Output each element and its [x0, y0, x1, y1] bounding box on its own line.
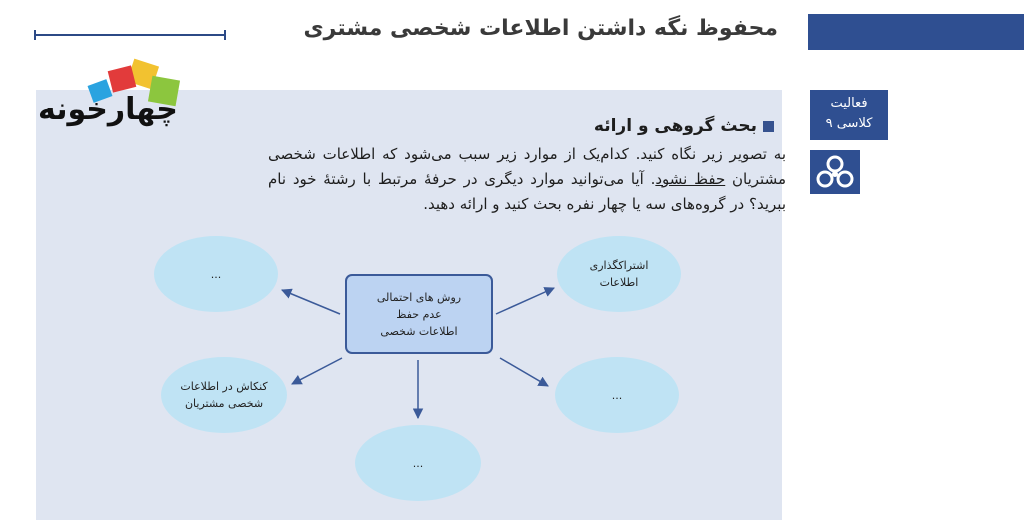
top-right-line-1: اشتراکگذاری [589, 259, 649, 272]
top-right-line-2: اطلاعات [599, 276, 639, 289]
center-node-text [346, 275, 492, 353]
title-accent-bar [808, 14, 1024, 50]
middle-left-line-1: کنکاش در اطلاعات [180, 380, 268, 393]
center-line-3: اطلاعات شخصی [380, 324, 458, 338]
middle-left-line-2: شخصی مشتریان [184, 397, 264, 410]
arrow-to-middle-left [292, 358, 342, 384]
arrow-to-top-right [496, 288, 554, 314]
middle-right-node-text: ... [611, 388, 623, 402]
group-discussion-icon [810, 150, 860, 194]
section-heading [374, 116, 774, 136]
decorative-line [34, 34, 226, 36]
square-bullet-icon [763, 121, 774, 132]
center-line-1: روش های احتمالی [376, 290, 462, 304]
center-line-2: عدم حفظ [396, 307, 442, 321]
paragraph-part-2: . آیا می‌توانید موارد دیگری در حرفهٔ مرتبط با رشتهٔ خود نام ببرید؟ در گروه‌های سه یا چهار نفره بحث کنید و ارائه دهید. [268, 170, 786, 213]
mind-map-diagram [150, 232, 710, 502]
arrow-to-top-left [282, 290, 340, 314]
top-right-node-text [557, 236, 681, 312]
top-left-node-text: ... [210, 267, 222, 281]
middle-left-node-text [161, 357, 287, 433]
logo-text: چهارخونه [38, 92, 178, 127]
activity-badge [810, 90, 888, 140]
paragraph-underlined: حفظ نشود [655, 170, 726, 188]
activity-label: فعالیت [830, 96, 868, 111]
paragraph-part-1: به تصویر زیر نگاه کنید. کدام‌یک از موارد زیر سبب می‌شود که اطلاعات شخصی مشتریان [268, 145, 786, 188]
bottom-node-text: ... [412, 456, 424, 470]
arrow-to-middle-right [500, 358, 548, 386]
section-heading-text: بحث گروهی و ارائه [593, 116, 757, 136]
instruction-paragraph [268, 142, 786, 217]
page-title: محفوظ نگه داشتن اطلاعات شخصی مشتری [303, 16, 778, 41]
activity-number: کلاسی ۹ [825, 116, 873, 131]
